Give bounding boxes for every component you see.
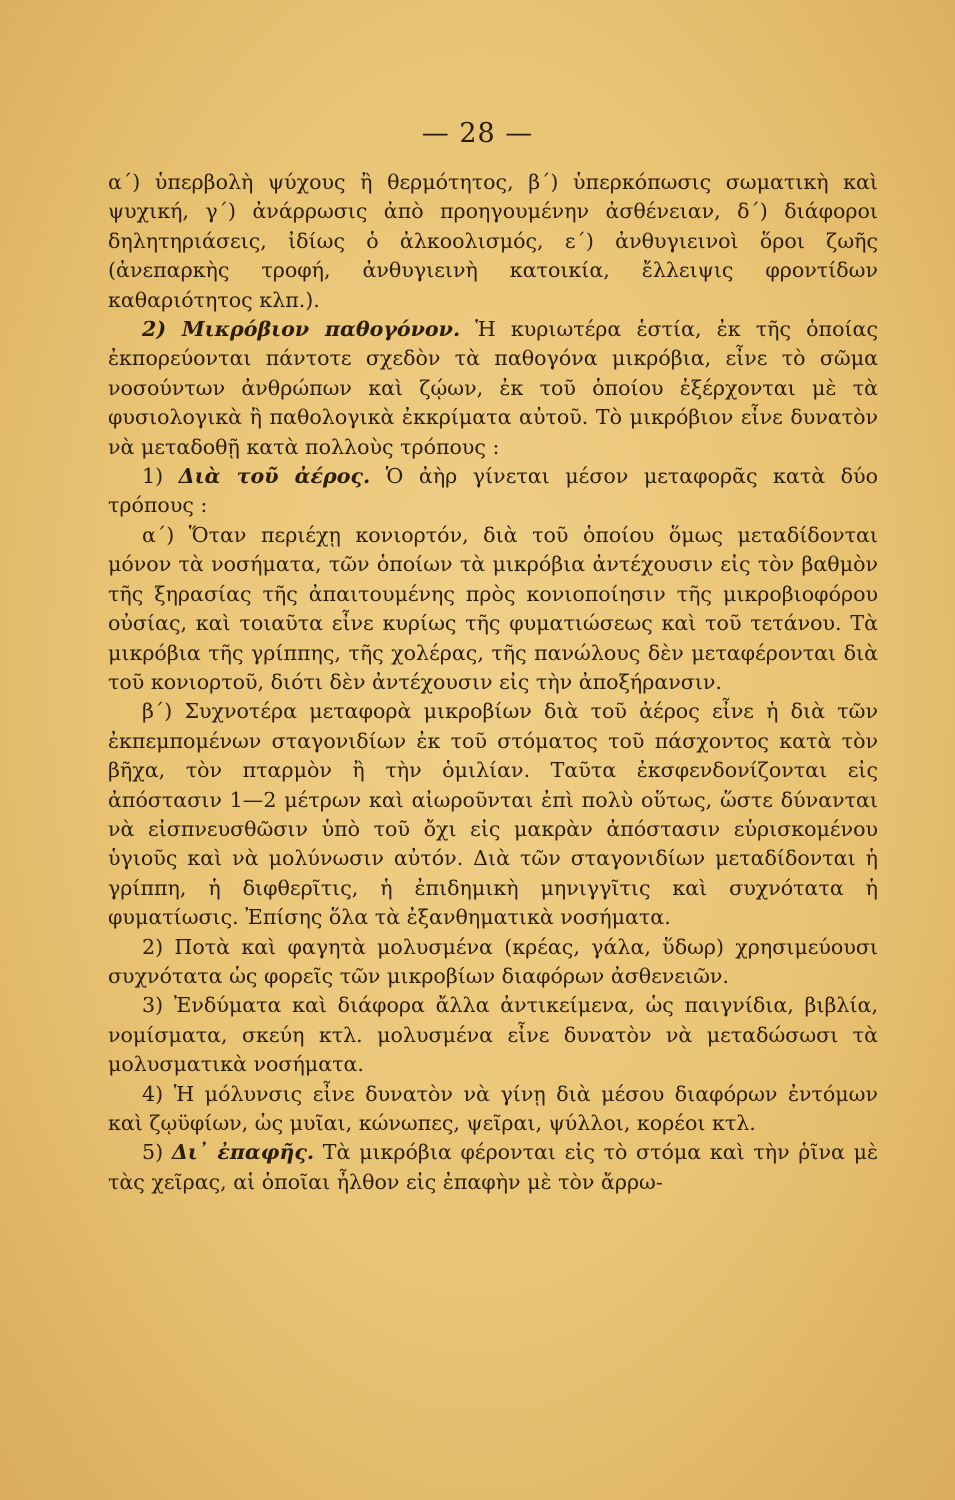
paragraph-text: Ὁ ἀὴρ γίνεται μέσον μεταφορᾶς κατὰ δύο τρόπους :: [108, 464, 878, 518]
section-heading-contact: Δι᾿ ἐπαφῆς.: [171, 1140, 315, 1165]
paragraph-objects: 3) Ἐνδύματα καὶ διάφορα ἄλλα ἀντικείμενα, ὡς παιγνίδια, βιβλία, νομίσματα, σκεύη κτλ. μολυσμένα εἶνε δυνατὸν νὰ μεταδώσωσι τὰ μολυσματικὰ νοσήματα.: [108, 993, 878, 1077]
paragraph-causes: α΄) ὑπερβολὴ ψύχους ἢ θερμότητος, β΄) ὑπερκόπωσις σωματικὴ καὶ ψυχική, γ΄) ἀνάρρωσις ἀπὸ προηγουμένην ἀσθένειαν, δ΄) διάφοροι δηλητηριάσεις, ἰδίως ὁ ἀλκοολισμός, ε΄) ἀνθυγιεινοὶ ὅροι ζωῆς (ἀνεπαρκὴς τροφή, ἀνθυγιεινὴ κατοικία, ἔλλειψις φροντίδων καθαριότητος κλπ.).: [108, 170, 878, 312]
page-number: — 28 —: [421, 118, 534, 149]
item-number: 1): [142, 464, 179, 489]
paragraph-text: Ἡ κυριωτέρα ἑστία, ἐκ τῆς ὁποίας ἐκπορεύονται πάντοτε σχεδὸν τὰ παθογόνα μικρόβια, εἶνε τὸ σῶμα νοσούντων ἀνθρώπων καὶ ζῴων, ἐκ τοῦ ὁποίου ἐξέρχονται μὲ τὰ φυσιολογικὰ ἢ παθολογικὰ ἐκκρίματα αὐτοῦ. Τὸ μικρόβιον εἶνε δυνατὸν νὰ μεταδοθῇ κατὰ πολλοὺς τρόπους :: [108, 317, 878, 459]
paragraph-pathogenic-microbe: [108, 315, 878, 462]
paragraph-food-drink: 2) Ποτὰ καὶ φαγητὰ μολυσμένα (κρέας, γάλα, ὕδωρ) χρησιμεύουσι συχνότατα ὡς φορεῖς τῶν μικροβίων διαφόρων ἀσθενειῶν.: [108, 934, 878, 988]
paragraph-dust: α΄) Ὅταν περιέχῃ κονιορτόν, διὰ τοῦ ὁποίου ὅμως μεταδίδονται μόνον τὰ νοσήματα, τῶν ὁποίων τὰ μικρόβια ἀντέχουσιν εἰς τὸν βαθμὸν τῆς ξηρασίας τῆς ἀπαιτουμένης πρὸς κονιοποίησιν τῆς μικροβιοφόρου οὐσίας, καὶ τοιαῦτα εἶνε κυρίως τῆς φυματιώσεως καὶ τοῦ τετάνου. Τὰ μικρόβια τῆς γρίππης, τῆς χολέρας, τῆς πανώλους δὲν μεταφέρονται διὰ τοῦ κονιορτοῦ, διότι δὲν ἀντέχουσιν εἰς τὴν ἀποξήρανσιν.: [108, 522, 878, 694]
page-body: [108, 168, 878, 1197]
section-heading-microbe: 2) Μικρόβιον παθογόνον.: [142, 317, 461, 342]
paragraph-text: Τὰ μικρόβια φέρονται εἰς τὸ στόμα καὶ τὴν ῥῖνα μὲ τὰς χεῖρας, αἱ ὁποῖαι ἦλθον εἰς ἐπαφὴν μὲ τὸν ἄρρω-: [108, 1140, 879, 1194]
paragraph-contact: [108, 1138, 878, 1197]
item-number: 5): [142, 1140, 172, 1165]
paragraph-via-air: [108, 462, 878, 521]
paragraph-droplets: β΄) Συχνοτέρα μεταφορὰ μικροβίων διὰ τοῦ ἀέρος εἶνε ἡ διὰ τῶν ἐκπεμπομένων σταγονιδίων ἐκ τοῦ στόματος τοῦ πάσχοντος κατὰ τὸν βῆχα, τὸν πταρμὸν ἢ τὴν ὁμιλίαν. Ταῦτα ἐκσφενδονίζονται εἰς ἀπόστασιν 1—2 μέτρων καὶ αἰωροῦνται ἐπὶ πολὺ οὕτως, ὥστε δύνανται νὰ εἰσπνευσθῶσιν ὑπὸ τοῦ ὄχι εἰς μακρὰν ἀπόστασιν εὑρισκομένου ὑγιοῦς καὶ νὰ μολύνωσιν αὐτόν. Διὰ τῶν σταγονιδίων μεταδίδονται ἡ γρίππη, ἡ διφθερῖτις, ἡ ἐπιδημικὴ μηνιγγῖτις καὶ συχνότατα ἡ φυματίωσις. Ἐπίσης ὅλα τὰ ἐξανθηματικὰ νοσήματα.: [108, 699, 878, 930]
section-heading-air: Διὰ τοῦ ἀέρος.: [178, 464, 371, 489]
paragraph-insects: 4) Ἡ μόλυνσις εἶνε δυνατὸν νὰ γίνῃ διὰ μέσου διαφόρων ἐντόμων καὶ ζῳϋφίων, ὡς μυῖαι, κώνωπες, ψεῖραι, ψύλλοι, κορέοι κτλ.: [108, 1081, 878, 1135]
